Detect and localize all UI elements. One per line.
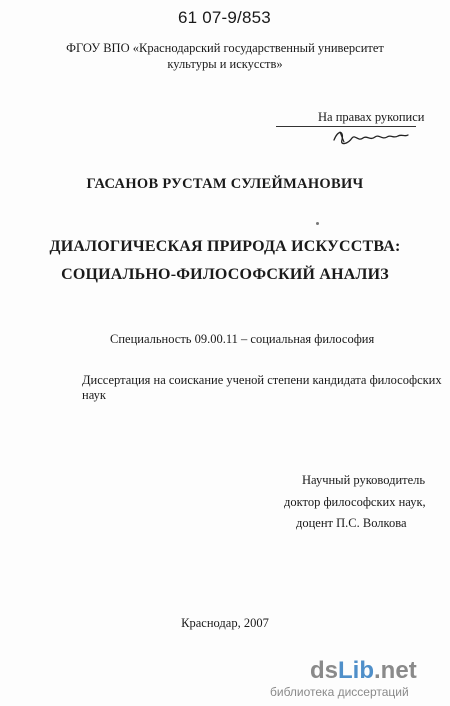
supervisor-degree: доктор философских наук, (284, 495, 426, 509)
scan-speck (316, 222, 319, 225)
dissertation-title-line-1: ДИАЛОГИЧЕСКАЯ ПРИРОДА ИСКУССТВА: (49, 238, 401, 255)
manuscript-note: На правах рукописи (318, 110, 425, 124)
place-and-year: Краснодар, 2007 (181, 616, 269, 630)
registry-number: 61 07-9/853 (178, 8, 271, 27)
handwritten-signature (330, 126, 410, 148)
watermark-brand-part-3: .net (374, 657, 417, 684)
watermark-brand-part-1: ds (310, 657, 339, 684)
author-name: ГАСАНОВ РУСТАМ СУЛЕЙМАНОВИЧ (86, 176, 364, 192)
watermark-brand-part-2: Lib (338, 657, 375, 684)
degree-line: Диссертация на соискание ученой степени кандидата философских наук (82, 373, 442, 402)
dissertation-title-line-2: СОЦИАЛЬНО-ФИЛОСОФСКИЙ АНАЛИЗ (61, 266, 389, 283)
supervisor-heading: Научный руководитель (302, 473, 426, 487)
institution-line-1: ФГОУ ВПО «Краснодарский государственный университет (66, 41, 384, 55)
watermark-tagline: библиотека диссертаций (270, 685, 409, 699)
institution-line-2: культуры и искусств» (167, 57, 283, 71)
watermark-logo (310, 657, 417, 685)
specialty-line: Специальность 09.00.11 – социальная философия (110, 332, 375, 346)
supervisor-name: доцент П.С. Волкова (296, 516, 407, 530)
